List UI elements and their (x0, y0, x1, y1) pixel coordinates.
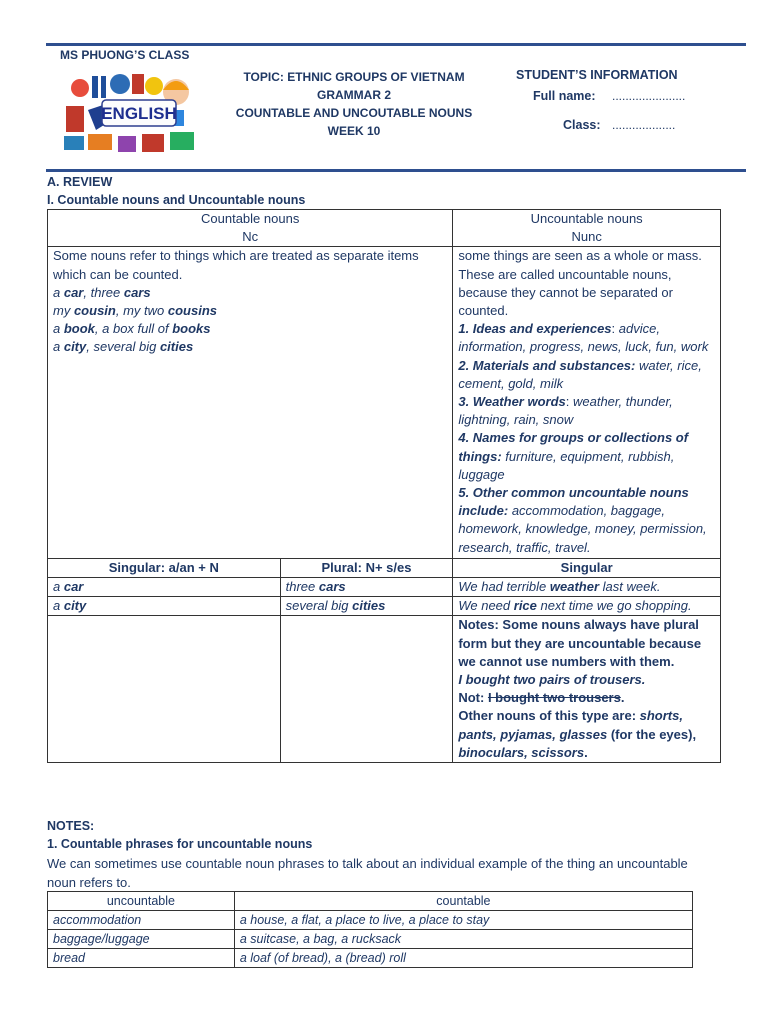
text-run: shorts, pants, pyjamas, glasses (458, 708, 683, 742)
text-run: cousin (73, 303, 116, 319)
text-run: cousins (167, 303, 217, 319)
text-line (458, 707, 715, 762)
notes-heading: NOTES: (47, 819, 95, 833)
group-heading: 3. Weather words (458, 394, 566, 410)
notes-text: We can sometimes use countable noun phrases to talk about an individual example of the thing an uncountable noun refers to. (47, 856, 688, 890)
uncountable-abbr: Nunc (571, 229, 602, 245)
countable-header-cell (48, 210, 453, 247)
plural-form-notes (453, 616, 721, 763)
plural-example-1 (280, 578, 453, 597)
text-run: next time we go shopping. (536, 598, 692, 614)
text-run: my (53, 303, 74, 319)
table-row (48, 911, 693, 930)
text-run: a (53, 284, 64, 300)
group-items: furniture, equipment, rubbish, luggage (458, 448, 675, 482)
text-run: cars (123, 284, 151, 300)
text-line (458, 689, 715, 707)
plural-header: Plural: N+ s/es (280, 558, 453, 577)
text-run: a (53, 321, 64, 337)
countable-header: Countable nouns (201, 211, 300, 226)
text-run: books (172, 321, 211, 337)
text-run: city (63, 598, 87, 614)
text-run: , my two (115, 303, 168, 319)
text-run: weather (549, 579, 600, 595)
text-run: I bought two pairs of trousers. (458, 672, 646, 688)
text-run: last week. (599, 579, 661, 595)
text-run: city (63, 339, 87, 355)
section-i-heading: I. Countable nouns and Uncountable nouns (47, 193, 306, 207)
uncountable-group: 1. Ideas and experiences: advice, information, progress, news, luck, fun, work (458, 321, 709, 355)
text-run: a (53, 579, 64, 595)
text-run: rice (513, 598, 537, 614)
text-line (53, 284, 447, 302)
uncountable-cell: bread (48, 949, 235, 968)
text-run: a (53, 339, 64, 355)
group-items: accommodation, baggage, homework, knowledge, money, permission, research, traffic, travel. (458, 503, 707, 555)
grammar-title: GRAMMAR 2 (317, 88, 391, 102)
text-run: . (584, 744, 588, 760)
text-run: I bought two trousers (487, 690, 621, 706)
text-run: . (620, 690, 625, 706)
uncountable-header-cell (453, 210, 721, 247)
nouns-table (47, 209, 721, 763)
text-run: book (63, 321, 95, 337)
text-run: binoculars, scissors (458, 744, 585, 760)
uncountable-groups (458, 320, 715, 557)
class-label: Class: (563, 118, 601, 132)
table-row (48, 930, 693, 949)
table-row (48, 949, 693, 968)
text-run: cities (352, 598, 386, 614)
uncountable-group (458, 484, 715, 557)
topic-block (220, 68, 488, 140)
plural-example-2 (280, 597, 453, 616)
header-bottom-rule (46, 169, 746, 172)
notes-subheading: 1. Countable phrases for uncountable nouns (47, 837, 313, 851)
text-run: cities (159, 339, 194, 355)
text-run: (for the eyes), (607, 726, 697, 742)
header-top-rule (46, 43, 746, 46)
text-run: , three (83, 284, 124, 300)
text-line (53, 302, 447, 320)
group-heading: 4. Names for groups or collections of things: (458, 430, 689, 464)
fullname-label: Full name: (533, 89, 596, 103)
text-run: We had terrible (458, 579, 550, 595)
class-field[interactable]: ................... (612, 118, 676, 132)
text-run: car (63, 284, 84, 300)
countable-cell: a house, a flat, a place to live, a place to stay (234, 911, 692, 930)
group-items: weather, thunder, lightning, rain, snow (458, 394, 673, 428)
uncountable-description-cell (453, 247, 721, 558)
uncountable-group (458, 429, 715, 484)
class-name: MS PHUONG’S CLASS (60, 48, 190, 62)
text-run: several big (285, 598, 353, 614)
empty-cell (280, 616, 453, 763)
text-run: , a box full of (94, 321, 173, 337)
logo-text: ENGLISH (101, 104, 177, 123)
group-items: advice, information, progress, news, luck, fun, work (458, 321, 709, 355)
text-run: We need (458, 598, 514, 614)
week-label: WEEK 10 (327, 124, 381, 138)
english-logo (58, 66, 200, 156)
countable-cell: a loaf (of bread), a (bread) roll (234, 949, 692, 968)
section-a-heading: A. REVIEW (47, 175, 113, 189)
text-run: a (53, 598, 64, 614)
uncountable-group: 3. Weather words: weather, thunder, lightning, rain, snow (458, 394, 673, 428)
group-heading: 5. Other common uncountable nouns include: (458, 485, 689, 519)
student-info-title: STUDENT’S INFORMATION (516, 68, 678, 82)
text-run: Notes: Some nouns always have plural form but they are uncountable because we cannot use numbers with them. (458, 617, 702, 669)
singular-example-2 (48, 597, 281, 616)
text-run: Other nouns of this type are: (458, 708, 640, 724)
singular-example-1 (48, 578, 281, 597)
countable-col-header: countable (234, 892, 692, 911)
singular-header: Singular: a/an + N (48, 558, 281, 577)
countable-description: Some nouns refer to things which are treated as separate items which can be counted. (53, 248, 419, 282)
uncountable-cell: accommodation (48, 911, 235, 930)
uncountable-description: some things are seen as a whole or mass. These are called uncountable nouns, because they cannot be separated or counted. (458, 248, 702, 319)
text-run: , several big (86, 339, 160, 355)
countable-description-cell (48, 247, 453, 558)
uncountable-cell: baggage/luggage (48, 930, 235, 949)
countable-phrases-table (47, 891, 693, 968)
countable-cell: a suitcase, a bag, a rucksack (234, 930, 692, 949)
text-line (53, 320, 447, 338)
countable-abbr: Nc (242, 229, 259, 245)
empty-cell (48, 616, 281, 763)
group-heading: 2. Materials and substances: (458, 357, 636, 373)
group-items: water, rice, cement, gold, milk (458, 357, 702, 391)
uncountable-example-2 (453, 597, 721, 616)
text-run: three (285, 579, 319, 595)
uncountable-col-header: uncountable (48, 892, 235, 911)
lesson-subtitle: COUNTABLE AND UNCOUTABLE NOUNS (235, 106, 473, 120)
topic-title: TOPIC: ETHNIC GROUPS OF VIETNAM (243, 70, 465, 84)
uncountable-group (458, 357, 715, 393)
text-line (458, 616, 715, 671)
uncountable-header: Uncountable nouns (530, 211, 643, 226)
text-line (458, 671, 715, 689)
group-heading: 1. Ideas and experiences (458, 321, 612, 337)
uncountable-example-1 (453, 578, 721, 597)
text-run: cars (318, 579, 346, 595)
text-run: car (63, 579, 84, 595)
fullname-field[interactable]: ...................... (612, 89, 686, 103)
countable-examples (53, 284, 447, 357)
text-run: Not: (458, 690, 488, 706)
text-line (53, 338, 447, 356)
uncountable-singular-header: Singular (453, 558, 721, 577)
